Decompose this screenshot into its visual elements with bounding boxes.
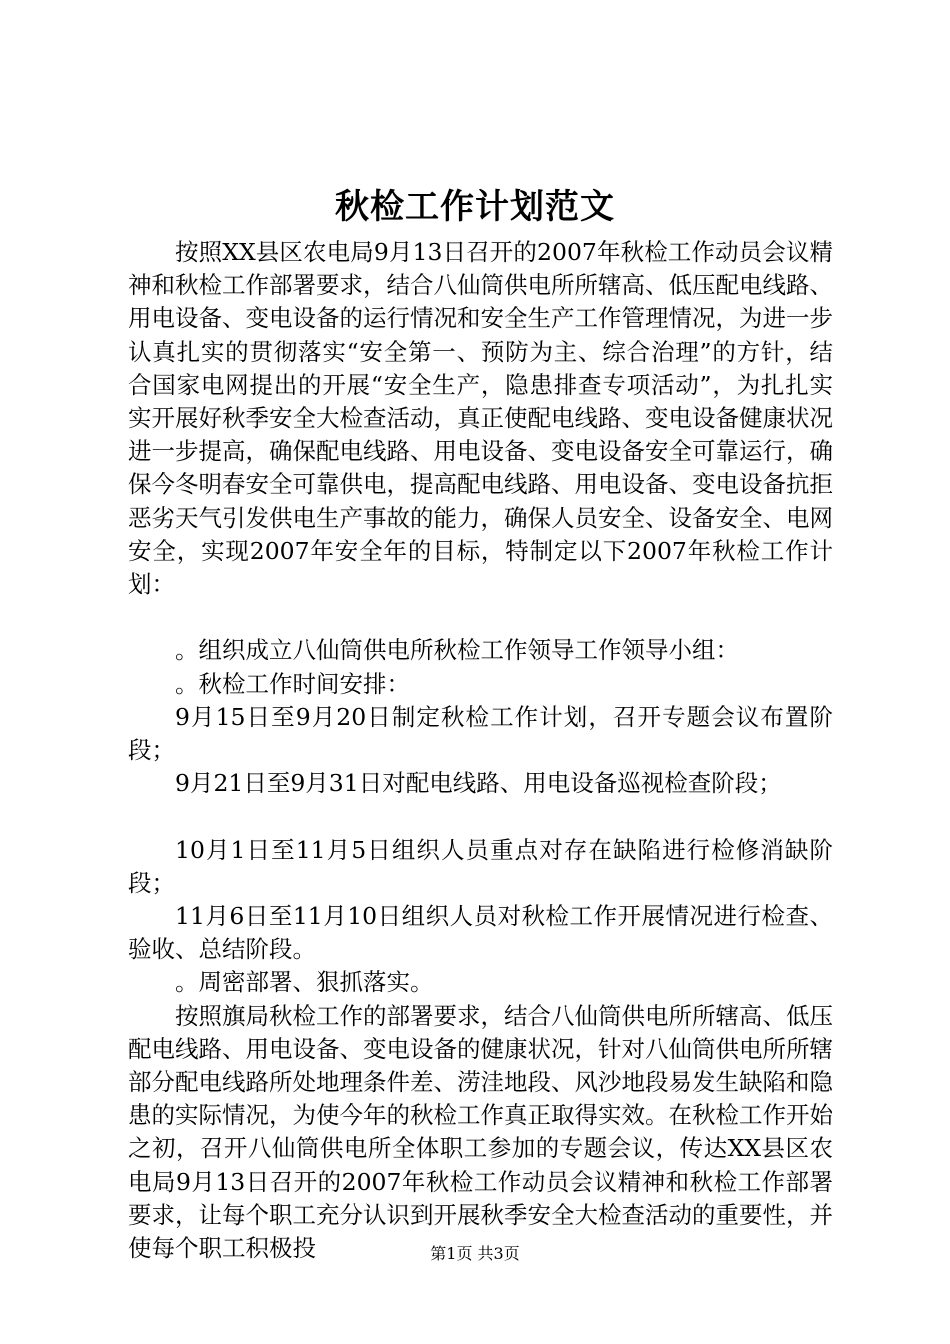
paragraph-schedule-phase-4: 11月6日至11月10日组织人员对秋检工作开展情况进行检查、验收、总结阶段。: [128, 902, 833, 964]
paragraph-schedule-phase-3: 10月1日至11月5日组织人员重点对存在缺陷进行检修消缺阶段；: [128, 835, 833, 897]
paragraph-item-deployment: 。周密部署、狠抓落实。: [175, 968, 434, 997]
paragraph-item-leading-group: 。组织成立八仙筒供电所秋检工作领导工作领导小组：: [175, 636, 739, 665]
page-footer: 第1页 共3页: [430, 1244, 520, 1263]
document-title: 秋检工作计划范文: [335, 187, 615, 227]
paragraph-schedule-phase-2: 9月21日至9月31日对配电线路、用电设备巡视检查阶段；: [175, 769, 782, 798]
document-body: [128, 236, 833, 1265]
paragraph-spacer: [128, 601, 833, 634]
paragraph-intro: 按照XX县区农电局9月13日召开的2007年秋检工作动员会议精神和秋检工作部署要求，结合八仙筒供电所所辖高、低压配电线路、用电设备、变电设备的运行情况和安全生产工作管理情况，为进一步认真扎实的贯彻落实“安全第一、预防为主、综合治理”的方针，结合国家电网提出的开展“安全生产，隐患排查专项活动”，为扎扎实实开展好秋季安全大检查活动，真正使配电线路、变电设备健康状况进一步提高，确保配电线路、用电设备、变电设备安全可靠运行，确保今冬明春安全可靠供电，提高配电线路、用电设备、变电设备抗拒恶劣天气引发供电生产事故的能力，确保人员安全、设备安全、电网安全，实现2007年安全年的目标，特制定以下2007年秋检工作计划：: [128, 238, 833, 599]
paragraph-deployment-detail: 按照旗局秋检工作的部署要求，结合八仙筒供电所所辖高、低压配电线路、用电设备、变电设备的健康状况，针对八仙筒供电所所辖部分配电线路所处地理条件差、涝洼地段、风沙地段易发生缺陷和隐患的实际情况，为使今年的秋检工作真正取得实效。在秋检工作开始之初，召开八仙筒供电所全体职工参加的专题会议，传达XX县区农电局9月13日召开的2007年秋检工作动员会议精神和秋检工作部署要求，让每个职工充分认识到开展秋季安全大检查活动的重要性，并使每个职工积极投: [128, 1001, 833, 1263]
paragraph-schedule-phase-1: 9月15日至9月20日制定秋检工作计划，召开专题会议布置阶段；: [128, 702, 833, 765]
paragraph-spacer: [128, 800, 833, 833]
paragraph-item-schedule: 。秋检工作时间安排：: [175, 669, 410, 698]
